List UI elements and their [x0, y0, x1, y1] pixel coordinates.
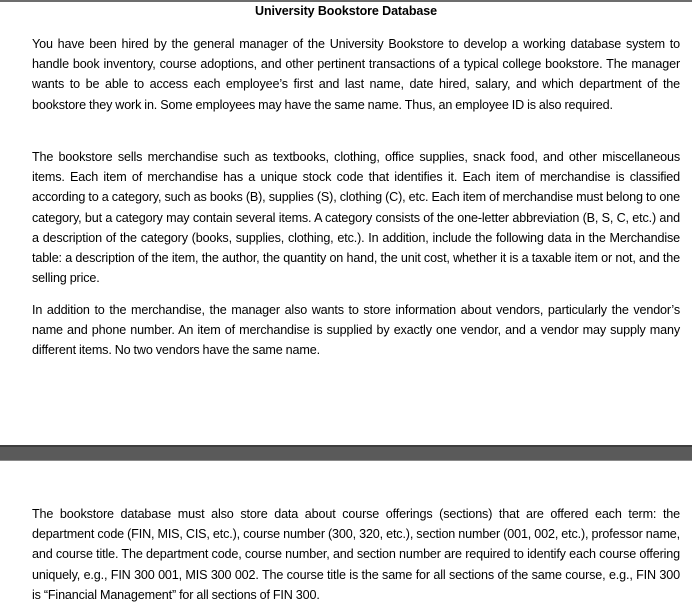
paragraph-vendors: In addition to the merchandise, the manager also wants to store information about vendors, particularly the vendor’s name and phone number. An item of merchandise is supplied by exactly one vendor, and a vendor may supply many different items. No two vendors have the same name.	[32, 303, 680, 358]
page-break-divider	[0, 445, 692, 461]
document-title: University Bookstore Database	[255, 4, 437, 18]
paragraph-merchandise: The bookstore sells merchandise such as textbooks, clothing, office supplies, snack food, and other miscellaneous items. Each item of merchandise has a unique stock code that identifies it. Each item of merchandise is classified according to a category, such as books (B), supplies (S), clothing (C), etc. Each item of merchandise must belong to one category, but a category may contain several items. A category consists of the one-letter abbreviation (B, S, C, etc.) and a description of the category (books, supplies, clothing, etc.). In addition, include the following data in the Merchandise table: a description of the item, the author, the quantity on hand, the unit cost, whether it is a taxable item or not, and the selling price.	[32, 150, 680, 286]
page-top-edge	[0, 0, 692, 2]
paragraph-course-offerings: The bookstore database must also store data about course offerings (sections) that are offered each term: the department code (FIN, MIS, CIS, etc.), course number (300, 320, etc.), section number (001, 002, etc.), professor name, and course title. The department code, course number, and section number are required to identify each course offering uniquely, e.g., FIN 300 001, MIS 300 002. The course title is the same for all sections of the same course, e.g., FIN 300 is “Financial Management” for all sections of FIN 300.	[32, 507, 680, 602]
paragraph-employees: You have been hired by the general manager of the University Bookstore to develop a working database system to handle book inventory, course adoptions, and other pertinent transactions of a typical college bookstore. The manager wants to be able to access each employee’s first and last name, date hired, salary, and which department of the bookstore they work in. Some employees may have the same name. Thus, an employee ID is also required.	[32, 37, 680, 112]
